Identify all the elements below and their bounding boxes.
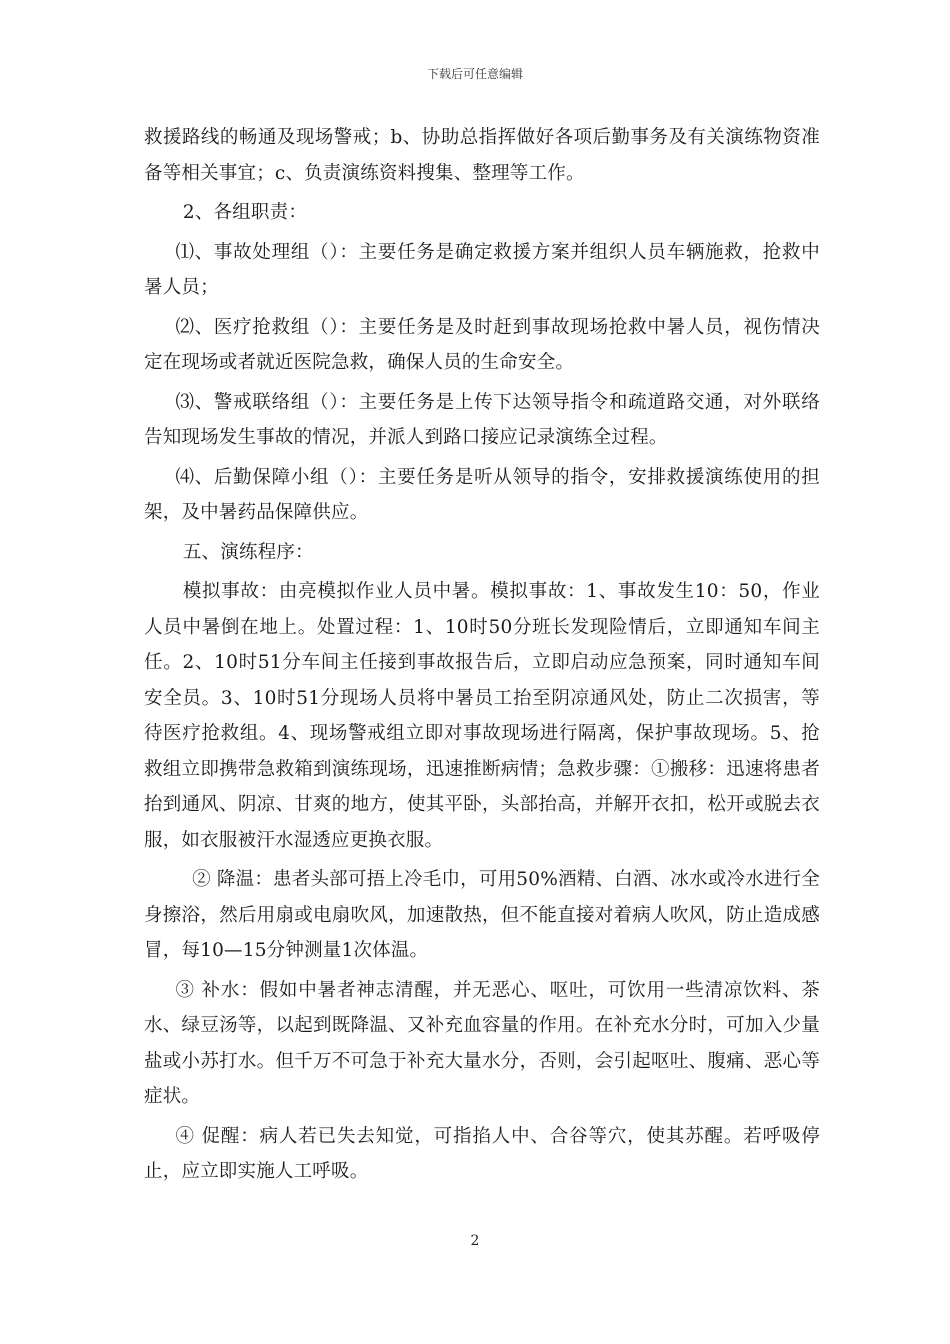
paragraph-logistics-group: ⑷、后勤保障小组（）：主要任务是听从领导的指令，安排救援演练使用的担架，及中暑药品保障供应。 (144, 466, 820, 523)
page-number: 2 (470, 1233, 480, 1249)
paragraph-rescue-route: 救援路线的畅通及现场警戒；b、协助总指挥做好各项后勤事务及有关演练物资准备等相关事宜；c、负责演练资料搜集、整理等工作。 (144, 127, 820, 184)
document-body (144, 120, 820, 1190)
paragraph-medical-rescue-group: ⑵、医疗抢救组（）：主要任务是及时赶到事故现场抢救中暑人员，视伤情决定在现场或者就近医院急救，确保人员的生命安全。 (144, 316, 820, 373)
paragraph-accident-handling-group: ⑴、事故处理组（）：主要任务是确定救援方案并组织人员车辆施救，抢救中暑人员； (144, 241, 820, 298)
paragraph-simulated-accident: 模拟事故：由亮模拟作业人员中暑。模拟事故：1、事故发生10：50，作业人员中暑倒在地上。处置过程：1、10时50分班长发现险情后，立即通知车间主任。2、10时51分车间主任接到事故报告后，立即启动应急预案，同时通知车间安全员。3、10时51分现场人员将中暑员工抬至阴凉通风处，防止二次损害，等待医疗抢救组。4、现场警戒组立即对事故现场进行隔离，保护事故现场。5、抢救组立即携带急救箱到演练现场，迅速推断病情；急救步骤：①搬移：迅速将患者抬到通风、阴凉、甘爽的地方，使其平卧，头部抬高，并解开衣扣，松开或脱去衣服，如衣服被汗水湿透应更换衣服。 (144, 581, 820, 851)
paragraph-group-duties-heading: 2、各组职责： (182, 202, 308, 223)
paragraph-hydration-step: ③ 补水：假如中暑者神志清醒，并无恶心、呕吐，可饮用一些清凉饮料、茶水、绿豆汤等，以起到既降温、又补充血容量的作用。在补充水分时，可加入少量盐或小苏打水。但千万不可急于补充大量水分，否则，会引起呕吐、腹痛、恶心等症状。 (144, 979, 820, 1107)
paragraph-cooling-step: ② 降温：患者头部可捂上冷毛巾，可用50%酒精、白酒、冰水或冷水进行全身擦浴，然后用扇或电扇吹风，加速散热，但不能直接对着病人吹风，防止造成感冒，每10—15分钟测量1次体温。 (144, 869, 820, 961)
page-header: 下载后可任意编辑 (426, 67, 523, 81)
paragraph-drill-procedure-heading: 五、演练程序： (182, 541, 314, 563)
paragraph-security-liaison-group: ⑶、警戒联络组（）：主要任务是上传下达领导指令和疏道路交通，对外联络告知现场发生事故的情况，并派人到路口接应记录演练全过程。 (144, 391, 820, 448)
paragraph-revival-step: ④ 促醒：病人若已失去知觉，可指掐人中、合谷等穴，使其苏醒。若呼吸停止，应立即实施人工呼吸。 (144, 1125, 820, 1182)
